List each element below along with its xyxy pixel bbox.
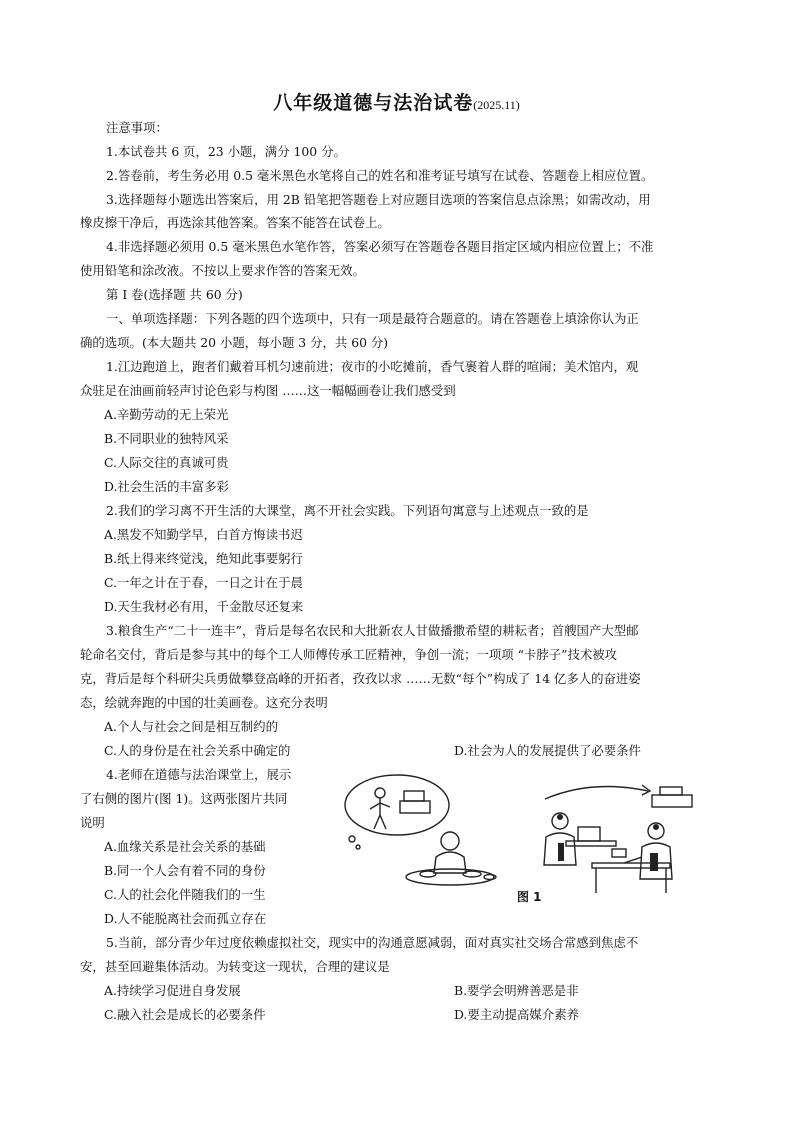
section-heading: 第 I 卷(选择题 共 60 分) xyxy=(106,287,243,302)
title-date: (2025.11) xyxy=(473,98,520,112)
section-instruction: 一、单项选择题：下列各题的四个选项中，只有一项是最符合题意的。请在答题卷上填涂你认为正 xyxy=(106,311,639,326)
notice-item: 1.本试卷共 6 页，23 小题，满分 100 分。 xyxy=(106,144,346,159)
question-4-stem: 了右侧的图片(图 1)。这两张图片共同 xyxy=(80,791,288,806)
exam-title xyxy=(0,88,793,115)
question-5-option-a: A.持续学习促进自身发展 xyxy=(104,983,241,998)
question-3-option-d: D.社会为人的发展提供了必要条件 xyxy=(454,743,641,758)
question-4-stem: 说明 xyxy=(80,815,105,830)
question-1-stem: 1.江边跑道上，跑者们戴着耳机匀速前进；夜市的小吃摊前，香气裹着人群的喧闹；美术馆内，观 xyxy=(106,359,639,374)
notice-item: 4.非选择题必须用 0.5 毫米黑色水笔作答，答案必须写在答题卷各题目指定区域内相应位置上；不准 xyxy=(106,239,654,254)
question-2-stem: 2.我们的学习离不开生活的大课堂，离不开社会实践。下列语句寓意与上述观点一致的是 xyxy=(106,503,589,518)
section-instruction: 确的选项。(本大题共 20 小题，每小题 3 分，共 60 分) xyxy=(80,335,389,350)
notice-item: 使用铅笔和涂改液。不按以上要求作答的答案无效。 xyxy=(80,263,365,278)
question-3-stem: 轮命名交付，背后是参与其中的每个工人师傅传承工匠精神，争创一流；一项项 “卡脖子”技术被攻 xyxy=(80,647,618,662)
title-main: 八年级道德与法治试卷 xyxy=(273,92,474,114)
notice-heading: 注意事项： xyxy=(106,120,168,135)
question-3-stem: 态，绘就奔跑的中国的壮美画卷。这充分表明 xyxy=(80,695,328,710)
question-5-stem: 安，甚至回避集体活动。为转变这一现状，合理的建议是 xyxy=(80,959,390,974)
question-2-option-b: B.纸上得来终觉浅，绝知此事要躬行 xyxy=(104,551,303,566)
question-4-stem: 4.老师在道德与法治课堂上，展示 xyxy=(106,767,292,782)
question-1-stem: 众驻足在油画前轻声讨论色彩与构图 ……这一幅幅画卷让我们感受到 xyxy=(80,383,456,398)
question-4-option-b: B.同一个人会有着不同的身份 xyxy=(104,863,266,878)
question-3-stem: 3.粮食生产“二十一连丰”，背后是每名农民和大批新农人甘做播撒希望的耕耘者；首艘国产大型邮 xyxy=(106,623,639,638)
notice-item: 3.选择题每小题选出答案后，用 2B 铅笔把答题卷上对应题目选项的答案信息点涂黑；如需改动，用 xyxy=(106,192,651,207)
question-1-option-a: A.辛勤劳动的无上荣光 xyxy=(104,407,229,422)
thought-bubble xyxy=(345,775,449,835)
question-5-option-c: C.融入社会是成长的必要条件 xyxy=(104,1007,266,1022)
question-2-option-a: A.黑发不知勤学早，白首方悔读书迟 xyxy=(104,527,303,542)
question-4-option-d: D.人不能脱离社会而孤立存在 xyxy=(104,911,267,926)
question-5-option-b: B.要学会明辨善恶是非 xyxy=(454,983,579,998)
question-5-stem: 5.当前，部分青少年过度依赖虚拟社交，现实中的沟通意愿减弱，面对真实社交场合常感到焦虑不 xyxy=(106,935,639,950)
figure-1-caption: 图 1 xyxy=(517,890,542,904)
question-2-option-d: D.天生我材必有用，千金散尽还复来 xyxy=(104,599,304,614)
question-1-option-d: D.社会生活的丰富多彩 xyxy=(104,479,229,494)
question-4-option-c: C.人的社会化伴随我们的一生 xyxy=(104,887,266,902)
question-1-option-b: B.不同职业的独特风采 xyxy=(104,431,229,446)
question-5-option-d: D.要主动提高媒介素养 xyxy=(454,1007,579,1022)
question-4-option-a: A.血缘关系是社会关系的基础 xyxy=(104,839,266,854)
notice-item: 2.答卷前，考生务必用 0.5 毫米黑色水笔将自己的姓名和准考证号填写在试卷、答题卷上相应位置。 xyxy=(106,168,654,183)
figure-1-illustration xyxy=(330,773,710,903)
question-3-stem: 克，背后是每个科研尖兵勇做攀登高峰的开拓者，孜孜以求 ……无数“每个”构成了 14 亿多人的奋进姿 xyxy=(80,671,641,686)
notice-item: 橡皮擦干净后，再选涂其他答案。答案不能答在试卷上。 xyxy=(80,215,390,230)
question-2-option-c: C.一年之计在于春，一日之计在于晨 xyxy=(104,575,303,590)
question-3-option-a: A.个人与社会之间是相互制约的 xyxy=(104,719,278,734)
question-1-option-c: C.人际交往的真诚可贵 xyxy=(104,455,229,470)
question-3-option-c: C.人的身份是在社会关系中确定的 xyxy=(104,743,291,758)
